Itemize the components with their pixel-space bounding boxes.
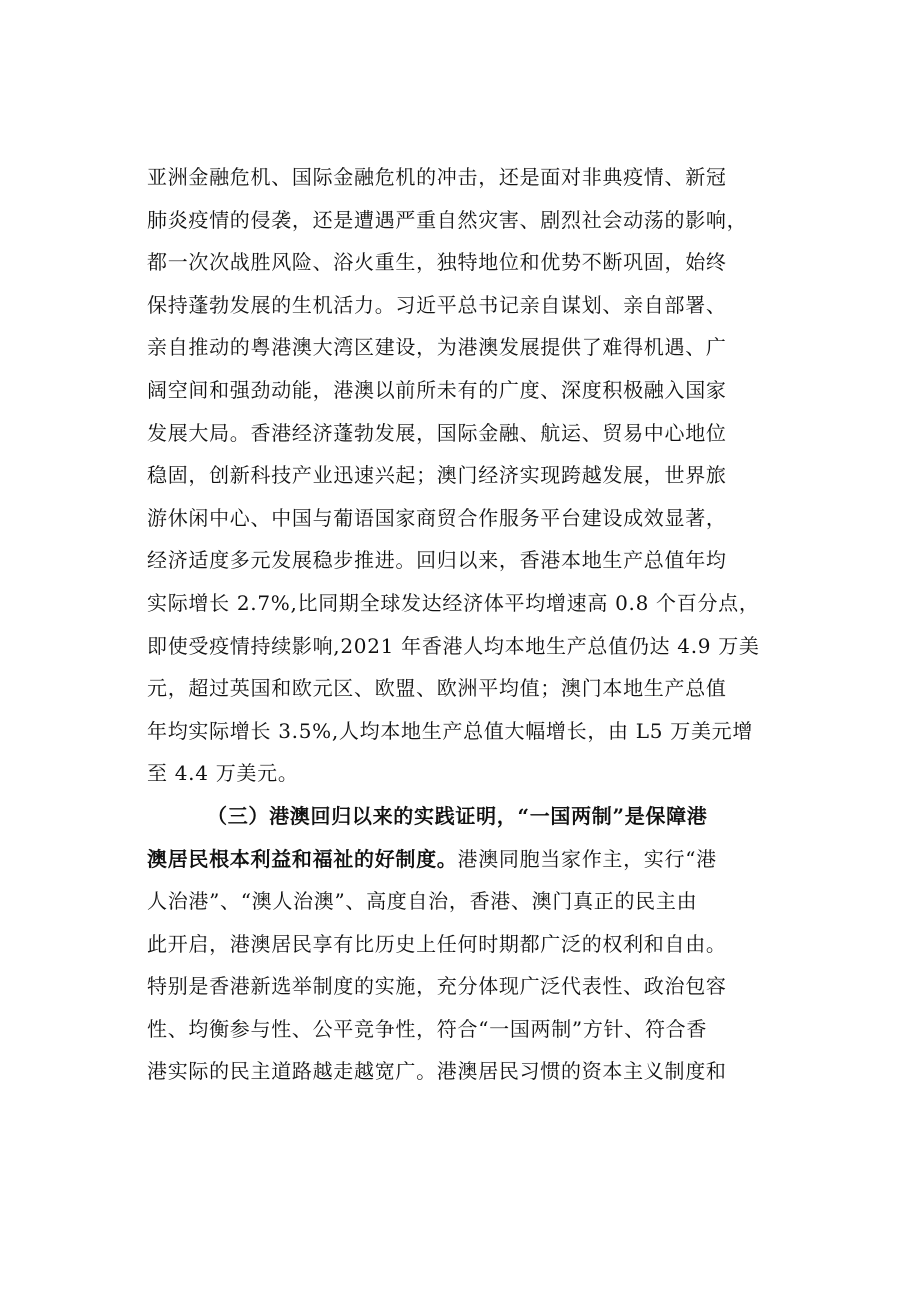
text-line: 年均实际增长 3.5%,人均本地生产总值大幅增长，由 L5 万美元增 — [147, 718, 754, 743]
text-line: 肺炎疫情的侵袭，还是遭遇严重自然灾害、剧烈社会动荡的影响， — [147, 207, 748, 232]
text-line: 亚洲金融危机、国际金融危机的冲击，还是面对非典疫情、新冠 — [147, 165, 727, 189]
document-page — [147, 156, 802, 1093]
text-line: 即使受疫情持续影响,2021 年香港人均本地生产总值仍达 4.9 万美 — [147, 633, 760, 658]
text-line: 至 4.4 万美元。 — [147, 761, 299, 786]
text-line — [147, 838, 802, 881]
text-line: 此开启，港澳居民享有比历史上任何时期都广泛的权利和自由。 — [147, 931, 727, 956]
text-line: 经济适度多元发展稳步推进。回归以来，香港本地生产总值年均 — [147, 548, 727, 573]
text-line: 稳固，创新科技产业迅速兴起；澳门经济实现跨越发展，世界旅 — [147, 463, 727, 488]
text-line: 特别是香港新选举制度的实施，充分体现广泛代表性、政治包容 — [147, 974, 727, 999]
paragraph-economic-development — [147, 156, 802, 795]
text-line: 实际增长 2.7%,比同期全球发达经济体平均增速高 0.8 个百分点， — [147, 590, 760, 615]
paragraph-democracy-section — [147, 795, 802, 1093]
text-line: 港实际的民主道路越走越宽广。港澳居民习惯的资本主义制度和 — [147, 1059, 727, 1084]
section-text-start: 港澳同胞当家作主，实行“港 — [457, 846, 717, 871]
text-line: 发展大局。香港经济蓬勃发展，国际金融、航运、贸易中心地位 — [147, 420, 727, 445]
text-line: 人治港”、“澳人治澳”、高度自治，香港、澳门真正的民主由 — [147, 889, 698, 914]
section-heading-end: 澳居民根本利益和福祉的好制度。 — [147, 846, 458, 871]
section-heading-line: （三）港澳回归以来的实践证明，“一国两制”是保障港 — [207, 803, 708, 828]
text-line: 游休闲中心、中国与葡语国家商贸合作服务平台建设成效显著， — [147, 505, 727, 530]
text-line: 都一次次战胜风险、浴火重生，独特地位和优势不断巩固，始终 — [147, 250, 727, 275]
text-line: 保持蓬勃发展的生机活力。习近平总书记亲自谋划、亲自部署、 — [147, 292, 727, 317]
text-line: 亲自推动的粤港澳大湾区建设，为港澳发展提供了难得机遇、广 — [147, 335, 727, 360]
text-line: 阔空间和强劲动能，港澳以前所未有的广度、深度积极融入国家 — [147, 377, 727, 402]
text-line: 性、均衡参与性、公平竞争性，符合“一国两制”方针、符合香 — [147, 1016, 708, 1041]
text-line: 元，超过英国和欧元区、欧盟、欧洲平均值；澳门本地生产总值 — [147, 676, 727, 701]
